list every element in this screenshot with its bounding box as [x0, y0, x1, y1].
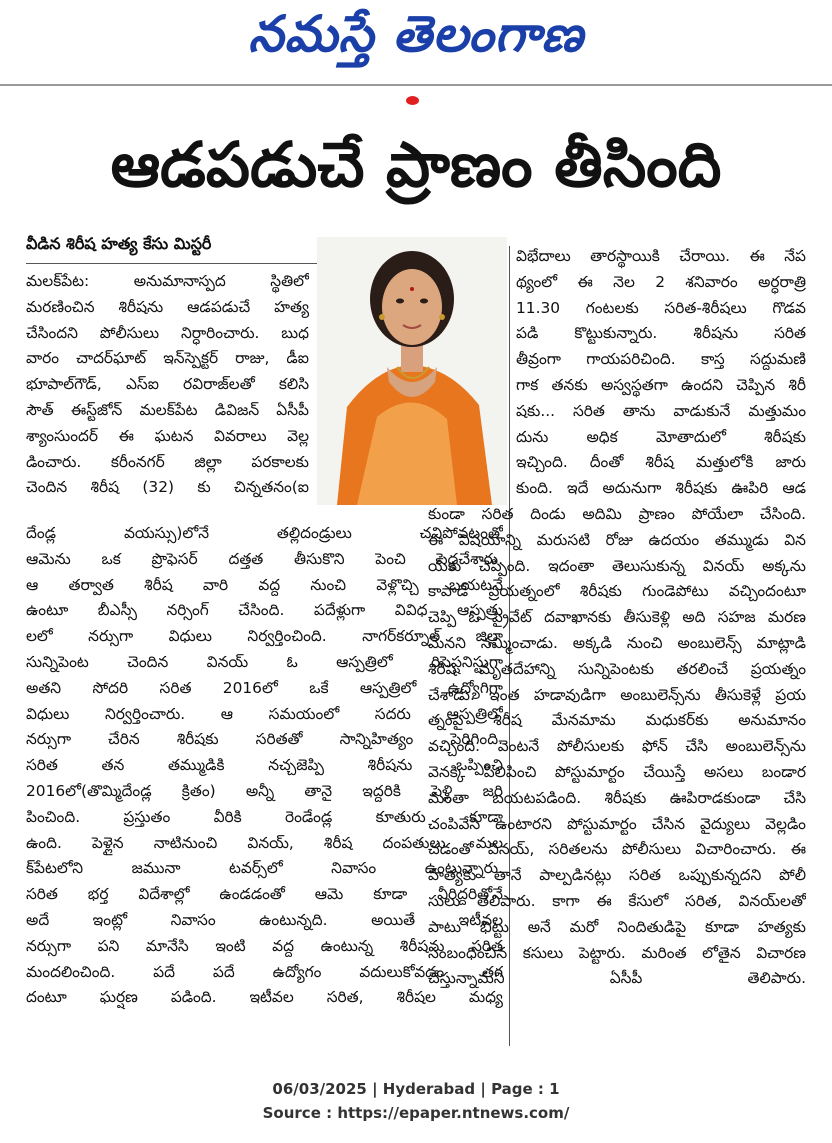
column1-top-text	[26, 269, 309, 501]
text-line: చేస్తున్నామని ఏసీపీ తెలిపారు.	[428, 969, 806, 988]
text-line: య్‌కు చెప్పింది. ఇదంతా తెలుసుకున్న వినయ్ అక్కను	[428, 556, 806, 575]
text-line: ఆ తర్వాత శిరీష వారి వద్ద నుంచి వెళ్లొచ్చి బయటనే	[26, 575, 503, 594]
text-line: మేనని నమ్మించాడు. అక్కడి నుంచి అంబులెన్స్ మాట్లాడి	[428, 633, 806, 652]
headline-text: ఆడపడుచే ప్రాణం తీసింది	[110, 128, 722, 201]
text-line: ఈ విషయాన్ని మరుసటి రోజు ఉదయం తమ్ముడు విన	[428, 530, 806, 549]
text-line: కుండా సరిత దిండు అదిమి ప్రాణం పోయేలా చేసింది.	[428, 505, 806, 523]
text-line: చేశాడు. ఇంత హడావుడిగా అంబులెన్స్‌ను తీసుకెళ్లే ప్రయ	[428, 685, 806, 704]
text-line: చెప్పి ఓ ప్రైవేట్ దవాఖానకు తీసుకెళ్లి అది సహజ మరణ	[428, 608, 806, 627]
text-line: శిరీష మృతదేహాన్ని సున్నిపెంటకు తరలించే ప్రయత్నం	[428, 659, 806, 678]
text-line: 2016లో(తొమ్మిదేండ్ల క్రితం) అన్నీ తానై ఇద్దరికి పెళ్లి జరి	[26, 781, 503, 800]
column2-bottom-text	[428, 502, 806, 992]
text-line: విధులు నిర్వర్తించారు. ఆ సమయంలో సదరు ఆస్పత్రిలో	[26, 704, 503, 723]
text-line: గాక తనకు అస్వస్థతగా ఉందని చెప్పిన శిరీ	[516, 375, 806, 394]
text-line: సౌత్ ఈస్ట్‌జోన్ మలక్‌పేట డివిజన్ ఏసీపీ	[26, 400, 309, 419]
victim-photo	[317, 237, 507, 505]
text-line: మరణించిన శిరీషను ఆడపడుచే హత్య	[26, 297, 309, 316]
kicker-text: వీడిన శిరీష హత్య కేసు మిస్టరీ	[26, 234, 212, 253]
text-line: 11.30 గంటలకు సరిత-శిరీషలు గొడవ	[516, 298, 806, 317]
text-line: షకు... సరిత తాను వాడుకునే మత్తుమం	[516, 401, 806, 420]
text-line: ఇచ్చింది. దీంతో శిరీష మత్తులోకి జారు	[516, 453, 806, 472]
text-line: కాపాడే ప్రయత్నంలో శిరీషకు గుండెపోటు వచ్చిందంటూ	[428, 582, 806, 601]
text-line: త్నంపై శిరీష మేనమామ మధుకర్‌కు అనుమానం	[428, 711, 806, 730]
text-line: మలక్‌పేట: అనుమానాస్పద స్థితిలో	[26, 272, 309, 290]
text-line: థ్యంలో ఈ నెల 2 శనివారం అర్ధరాత్రి	[516, 272, 806, 291]
text-line: దును అధిక మోతాదులో శిరీషకు	[516, 427, 806, 446]
text-line: దేండ్ల వయస్సు)లోనే తల్లిదండ్రులు చనిపోవటంతో	[26, 524, 503, 542]
text-line: నర్సుగా చేరిన శిరీషకు సరితతో సాన్నిహిత్యం పెరిగింది.	[26, 730, 503, 749]
text-line: చేసిందని పోలీసులు నిర్ధారించారు. బుధ	[26, 323, 309, 342]
article-headline	[20, 122, 812, 222]
text-line: పడి కొట్టుకున్నారు. శిరీషను సరిత	[516, 324, 806, 343]
text-line: సరిత తన తమ్ముడికి నచ్చజెప్పి శిరీషను ఒప్పించి	[26, 756, 503, 775]
text-line: సున్నిపెంట చెందిన వినయ్ ఓ ఆస్పత్రిలో రిసెప్షనిస్టుగా	[26, 652, 503, 671]
text-line: మంతా బయటపడింది. శిరీషకు ఊపిరాడకుండా చేసి	[428, 788, 806, 807]
text-line: దంటూ ఘర్షణ పడింది. ఇటీవల సరిత, శిరీషల మధ్య	[26, 988, 503, 1007]
text-line: పించింది. ప్రస్తుతం వీరికి రెండేండ్ల కూతురు కూడా	[26, 807, 503, 826]
text-line: లలో నర్సుగా విధులు నిర్వర్తించింది. నాగర్‌కర్నూల్ జిల్లా	[26, 627, 503, 646]
column2-top-text	[516, 244, 806, 502]
text-line: నర్సుగా పని మానేసి ఇంటి వద్ద ఉంటున్న శిరీషను సరిత	[26, 936, 503, 955]
text-line: ఉంది. పెళ్లైన నాటినుంచి వినయ్, శిరీష దంపతులు మల	[26, 833, 503, 852]
text-line: తీవ్రంగా గాయపరిచింది. కాస్త సద్దుమణి	[516, 350, 806, 369]
text-line: ఆమెను ఒక ప్రొఫెసర్ దత్తత తీసుకొని పెంచి పెద్దచేశారు.	[26, 549, 503, 568]
text-line: వచ్చింది. వెంటనే పోలీసులకు ఫోన్ చేసి అంబులెన్స్‌ను	[428, 737, 806, 756]
red-dot-ornament	[406, 96, 419, 105]
text-line: వెనక్కి పిలిపించి పోస్టుమార్టం చేయిస్తే అసలు బండార	[428, 762, 806, 781]
text-line: విభేదాలు తారస్థాయికి చేరాయి. ఈ నేప	[516, 247, 806, 265]
masthead-divider	[0, 84, 832, 86]
text-line: సరిత భర్త విదేశాల్లో ఉండడంతో ఆమె కూడా వీరిద్దరితోనే	[26, 885, 503, 904]
text-line: మందలించింది. పదే పదే ఉద్యోగం వదులుకోవడం తగ	[26, 962, 503, 981]
footer-source-link[interactable]: Source : https://epaper.ntnews.com/	[262, 1104, 570, 1122]
text-line: శ్యాంసుందర్ ఈ ఘటన వివరాలు వెల్ల	[26, 426, 309, 445]
text-line: సులు తెలిపారు. కాగా ఈ కేసులో సరిత, వినయ్‌లతో	[428, 891, 806, 910]
woman-portrait-icon	[317, 237, 507, 505]
text-line: చంపివేసి ఉంటారని పోస్టుమార్టం చేసిన వైద్యులు వెల్లడిం	[428, 814, 806, 833]
footer-date-line: 06/03/2025 | Hyderabad | Page : 1	[272, 1080, 560, 1098]
text-line: చడంతో వినయ్, సరితలను పోలీసులు విచారించారు. ఈ	[428, 840, 806, 859]
text-line: కుంది. ఇదే అదునుగా శిరీషకు ఊపిరి ఆడ	[516, 479, 806, 498]
masthead-title: నమస్తే తెలంగాణ	[248, 4, 584, 63]
text-line: డించారు. కరీంనగర్ జిల్లా పరకాలకు	[26, 452, 309, 471]
masthead-logo	[0, 0, 832, 80]
text-line: భూపాల్‌గౌడ్, ఎస్ఐ రవిరాజ్‌లతో కలిసి	[26, 375, 309, 394]
text-line: చెందిన శిరీష (32) కు చిన్నతనం(ఐ	[26, 478, 309, 497]
text-line: అదే ఇంట్లో నివాసం ఉంటున్నది. అయితే ఇటీవల	[26, 910, 503, 929]
text-line: వారం చాదర్‌ఘాట్ ఇన్‌స్పెక్టర్ రాజు, డీఐ	[26, 349, 309, 368]
text-line: పాటు భిట్టు అనే మరో నిందితుడిపై కూడా హత్యకు	[428, 917, 806, 936]
text-line: అతని సోదరి సరిత 2016లో ఒకే ఆస్పత్రిలో ఉద్యోగిగా	[26, 678, 503, 697]
text-line: ఉంటూ బీఎస్సీ నర్సింగ్ చేసింది. పదేళ్లుగా వివిధ ఆస్పత్రు	[26, 601, 503, 620]
text-line: క్‌పేటలోని జమునా టవర్స్‌లో నివాసం ఉంటున్నారు.	[26, 859, 503, 878]
text-line: హత్యకు తానే పాల్పడినట్లు సరిత ఒప్పుకున్నదని పోలీ	[428, 866, 806, 885]
text-line: సంబంధించిన కసులు పెట్టారు. మరింత లోతైన విచారణ	[428, 943, 806, 962]
